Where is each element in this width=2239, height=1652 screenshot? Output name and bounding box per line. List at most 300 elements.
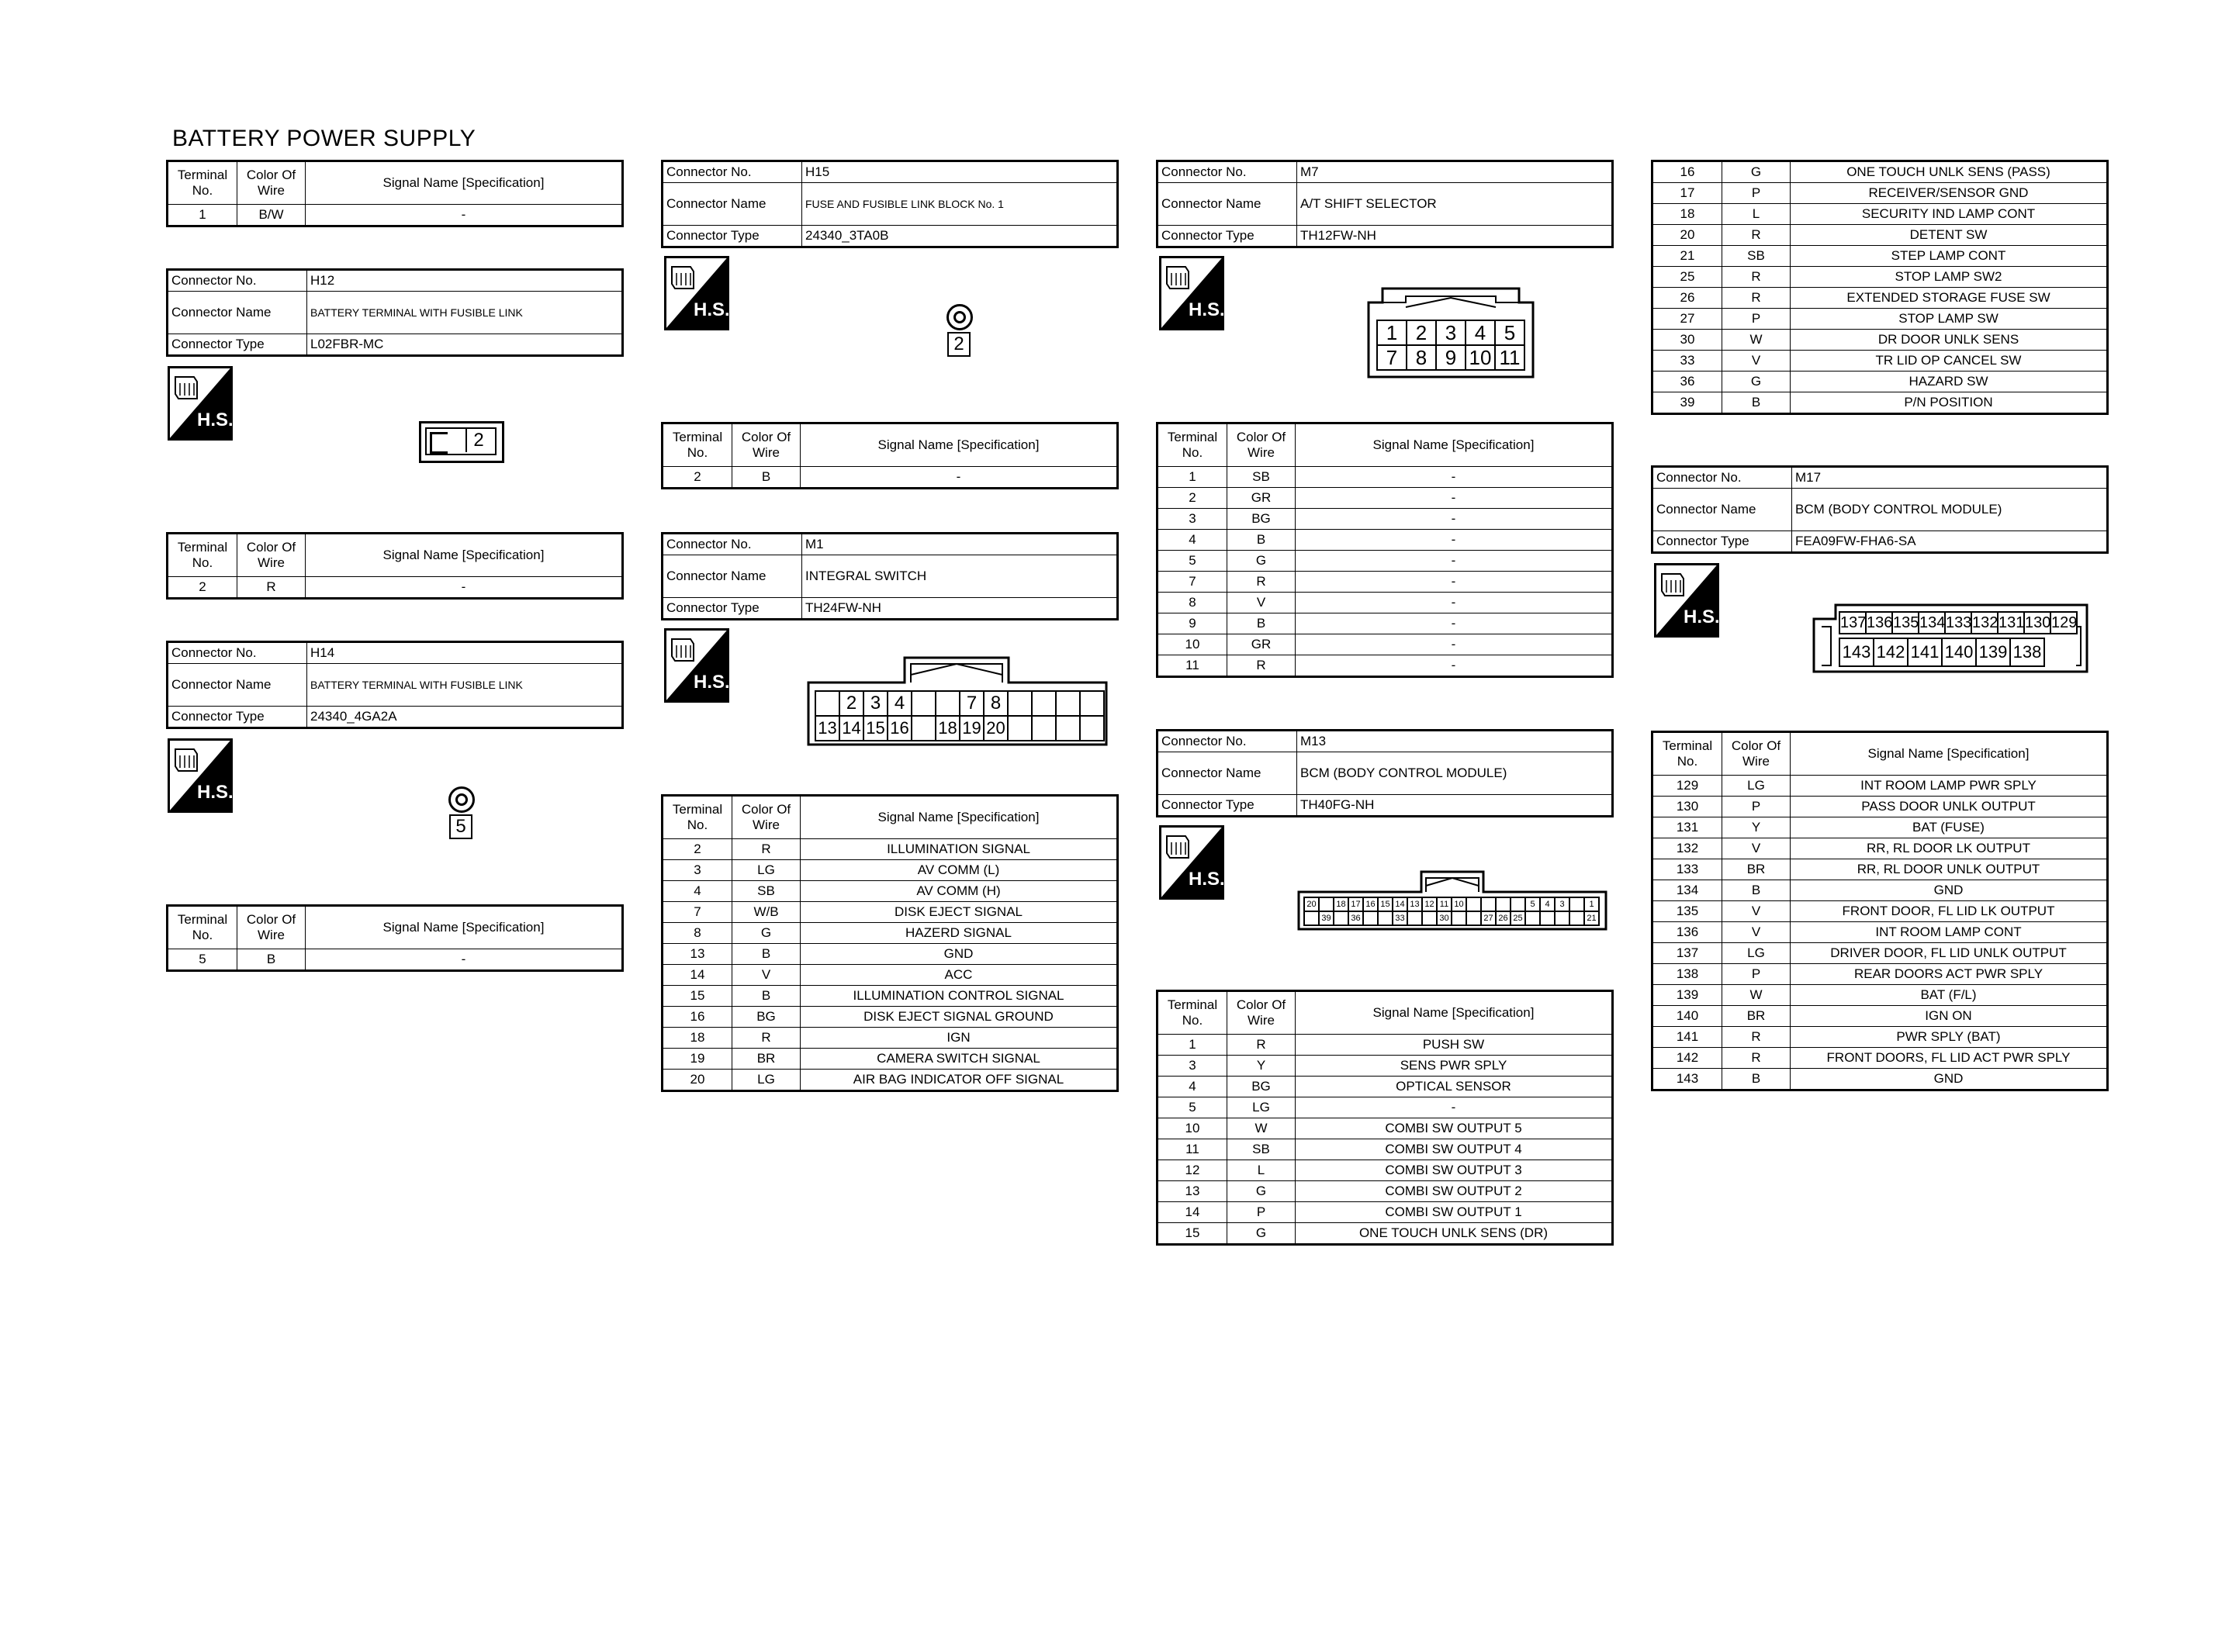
terminal-no-cell: 8 [663, 923, 732, 944]
color-of-wire-header: Color Of Wire [237, 534, 306, 577]
pin-cell [1303, 911, 1320, 926]
pin-cell: 9 [1435, 344, 1466, 371]
terminal-no-cell: 135 [1652, 901, 1722, 922]
terminal-table-m13 [1156, 990, 1614, 1246]
wire-color-cell: R [732, 1028, 801, 1049]
terminal-no-cell: 20 [663, 1070, 732, 1091]
pin-cell [1569, 897, 1585, 912]
connector-info-h12 [166, 268, 624, 357]
connector-number-label: Connector No. [663, 161, 802, 183]
wire-color-cell: R [1227, 572, 1296, 593]
pin-cell [1407, 911, 1423, 926]
wire-color-cell: V [1722, 838, 1791, 859]
signal-name-cell: SENS PWR SPLY [1296, 1056, 1613, 1077]
table-row [1158, 1139, 1613, 1160]
pin-cell: 2 [1406, 320, 1437, 346]
connector-name-label: Connector Name [1158, 183, 1297, 226]
wire-color-cell: G [1722, 372, 1791, 392]
signal-name-cell: ACC [801, 965, 1118, 986]
signal-name-cell: FRONT DOORS, FL LID ACT PWR SPLY [1791, 1048, 2108, 1069]
terminal-no-header: Terminal No. [1652, 732, 1722, 776]
pin-cell: 7 [1376, 344, 1407, 371]
table-row [663, 986, 1118, 1007]
terminal-no-cell: 5 [168, 949, 237, 971]
terminal-no-cell: 132 [1652, 838, 1722, 859]
connector-name-value: BCM (BODY CONTROL MODULE) [1792, 489, 2108, 531]
pin-cell: 3 [863, 690, 888, 717]
connector-face-h15 [945, 302, 976, 360]
table-row [1652, 797, 2108, 817]
wire-color-cell: SB [1227, 1139, 1296, 1160]
table-row [663, 839, 1118, 860]
wire-color-cell: G [1227, 551, 1296, 572]
table-row [1158, 530, 1613, 551]
table-row [168, 205, 623, 226]
terminal-no-header: Terminal No. [168, 534, 237, 577]
terminal-no-cell: 18 [663, 1028, 732, 1049]
terminal-no-cell: 19 [663, 1049, 732, 1070]
wire-color-cell: BR [1722, 859, 1791, 880]
pin-label: 5 [449, 814, 472, 839]
table-row [663, 881, 1118, 902]
hs-harness-icon [168, 366, 233, 441]
terminal-no-cell: 25 [1652, 267, 1722, 288]
pin-cell: 25 [1510, 911, 1526, 926]
hs-harness-icon [1159, 825, 1224, 900]
terminal-no-cell: 9 [1158, 613, 1227, 634]
wire-color-cell: LG [1227, 1097, 1296, 1118]
terminal-table [166, 160, 624, 227]
connector-number-value: H14 [307, 642, 623, 664]
connector-number-value: H15 [802, 161, 1118, 183]
table-row [663, 1007, 1118, 1028]
connector-type-label: Connector Type [168, 707, 307, 728]
connector-number-label: Connector No. [1652, 467, 1792, 489]
signal-name-header: Signal Name [Specification] [1791, 732, 2108, 776]
pin-cell: 13 [1407, 897, 1423, 912]
table-row [1652, 922, 2108, 943]
wire-color-cell: B [1227, 613, 1296, 634]
pin-cell: 20 [1303, 897, 1320, 912]
connector-name-label: Connector Name [1652, 489, 1792, 531]
pin-cell: 26 [1495, 911, 1511, 926]
terminal-no-cell: 14 [663, 965, 732, 986]
pin-cell: 33 [1392, 911, 1408, 926]
table-row [663, 902, 1118, 923]
table-row [1158, 1035, 1613, 1056]
connector-info-m17 [1651, 465, 2109, 554]
signal-name-cell: STOP LAMP SW [1791, 309, 2108, 330]
pin-cell: 2 [839, 690, 864, 717]
wire-color-cell: B [1227, 530, 1296, 551]
pin-cell [1421, 911, 1438, 926]
wire-color-cell: SB [732, 881, 801, 902]
pin-cell [1524, 911, 1541, 926]
pin-cell [1466, 897, 1482, 912]
signal-name-cell: - [1296, 655, 1613, 677]
signal-name-cell: P/N POSITION [1791, 392, 2108, 414]
terminal-no-cell: 5 [1158, 551, 1227, 572]
terminal-no-cell: 39 [1652, 392, 1722, 414]
connector-info-table [661, 160, 1119, 248]
wire-color-cell: W [1227, 1118, 1296, 1139]
wire-color-cell: GR [1227, 634, 1296, 655]
pin-cell: 7 [959, 690, 985, 717]
terminal-table [1156, 990, 1614, 1246]
pin-cell: 39 [1318, 911, 1334, 926]
signal-name-header: Signal Name [Specification] [801, 796, 1118, 839]
signal-name-cell: HAZARD SW [1791, 372, 2108, 392]
connector-type-value: 24340_3TA0B [802, 226, 1118, 247]
table-row [1158, 551, 1613, 572]
terminal-no-header: Terminal No. [168, 161, 237, 205]
hs-label: H.S. [1189, 869, 1225, 890]
signal-name-cell: PUSH SW [1296, 1035, 1613, 1056]
table-row [1158, 1181, 1613, 1202]
table-row [1652, 817, 2108, 838]
wire-color-cell: V [1722, 351, 1791, 372]
pin-cell: 1 [1376, 320, 1407, 346]
table-row [1158, 1160, 1613, 1181]
wire-color-cell: R [1722, 1048, 1791, 1069]
terminal-no-cell: 133 [1652, 859, 1722, 880]
pin-cell: 36 [1348, 911, 1364, 926]
pin-cell [1377, 911, 1393, 926]
signal-name-cell: INT ROOM LAMP PWR SPLY [1791, 776, 2108, 797]
pin-cell: 11 [1436, 897, 1452, 912]
pin-cell [1466, 911, 1482, 926]
terminal-no-cell: 8 [1158, 593, 1227, 613]
terminal-no-cell: 12 [1158, 1160, 1227, 1181]
terminal-no-cell: 20 [1652, 225, 1722, 246]
signal-name-header: Signal Name [Specification] [1296, 423, 1613, 467]
table-row [1652, 183, 2108, 204]
pin-cell: 16 [1362, 897, 1379, 912]
terminal-no-cell: 143 [1652, 1069, 1722, 1090]
signal-name-cell: CAMERA SWITCH SIGNAL [801, 1049, 1118, 1070]
wire-color-cell: L [1227, 1160, 1296, 1181]
signal-name-cell: - [1296, 593, 1613, 613]
signal-name-cell: TR LID OP CANCEL SW [1791, 351, 2108, 372]
signal-name-cell: - [306, 577, 623, 599]
pin-cell [911, 715, 936, 741]
connector-name-value: BATTERY TERMINAL WITH FUSIBLE LINK [307, 292, 623, 334]
terminal-no-cell: 16 [1652, 161, 1722, 183]
wire-color-cell: B [732, 986, 801, 1007]
signal-name-cell: FRONT DOOR, FL LID LK OUTPUT [1791, 901, 2108, 922]
table-row [1652, 1069, 2108, 1090]
hs-label: H.S. [694, 299, 730, 320]
connector-info-m7 [1156, 160, 1614, 248]
wire-color-cell: W [1722, 330, 1791, 351]
wire-color-cell: P [1722, 964, 1791, 985]
signal-name-cell: ONE TOUCH UNLK SENS (DR) [1296, 1223, 1613, 1245]
signal-name-cell: - [1296, 634, 1613, 655]
terminal-no-cell: 1 [1158, 1035, 1227, 1056]
terminal-table [661, 422, 1119, 489]
pin-cell: 131 [1997, 611, 2025, 634]
connector-type-label: Connector Type [168, 334, 307, 356]
wire-color-cell: GR [1227, 488, 1296, 509]
terminal-no-cell: 1 [1158, 467, 1227, 488]
table-row [1652, 246, 2108, 267]
signal-name-cell: IGN ON [1791, 1006, 2108, 1027]
terminal-no-cell: 138 [1652, 964, 1722, 985]
connector-type-value: TH12FW-NH [1297, 226, 1613, 247]
pin-cell [1333, 911, 1349, 926]
wire-color-cell: Y [1722, 817, 1791, 838]
wire-color-cell: W [1722, 985, 1791, 1006]
terminal-table-h15 [661, 422, 1119, 489]
pin-cell: 129 [2050, 611, 2078, 634]
pin-cell: 16 [887, 715, 912, 741]
signal-name-cell: STEP LAMP CONT [1791, 246, 2108, 267]
terminal-table-battery [166, 160, 624, 227]
connector-number-label: Connector No. [1158, 161, 1297, 183]
table-row [168, 949, 623, 971]
terminal-no-cell: 13 [663, 944, 732, 965]
connector-face-m1 [807, 656, 1108, 746]
table-row [1158, 1097, 1613, 1118]
terminal-no-cell: 4 [1158, 530, 1227, 551]
table-row [1158, 1056, 1613, 1077]
hs-label: H.S. [1684, 607, 1720, 627]
color-of-wire-header: Color Of Wire [237, 906, 306, 949]
connector-type-label: Connector Type [1158, 795, 1297, 817]
connector-number-label: Connector No. [1158, 731, 1297, 752]
hs-harness-icon [664, 628, 729, 703]
connector-type-value: TH24FW-NH [802, 598, 1118, 620]
wire-color-cell: P [1227, 1202, 1296, 1223]
terminal-no-cell: 142 [1652, 1048, 1722, 1069]
wire-color-cell: Y [1227, 1056, 1296, 1077]
terminal-no-cell: 129 [1652, 776, 1722, 797]
table-row [663, 860, 1118, 881]
pin-cell: 15 [863, 715, 888, 741]
terminal-no-cell: 7 [1158, 572, 1227, 593]
terminal-no-cell: 13 [1158, 1181, 1227, 1202]
pin-cell: 20 [983, 715, 1009, 741]
pin-cell [911, 690, 936, 717]
signal-name-cell: ONE TOUCH UNLK SENS (PASS) [1791, 161, 2108, 183]
table-row [1158, 613, 1613, 634]
pin-cell: 130 [2023, 611, 2051, 634]
hs-label: H.S. [1189, 299, 1225, 320]
connector-type-label: Connector Type [1652, 531, 1792, 553]
signal-name-cell: GND [801, 944, 1118, 965]
signal-name-cell: DR DOOR UNLK SENS [1791, 330, 2108, 351]
signal-name-cell: COMBI SW OUTPUT 1 [1296, 1202, 1613, 1223]
pin-cell [1031, 715, 1057, 741]
connector-name-label: Connector Name [168, 292, 307, 334]
pin-cell: 139 [1975, 638, 2011, 667]
pin-cell: 3 [1554, 897, 1570, 912]
connector-face-m17 [1812, 603, 2088, 673]
terminal-no-header: Terminal No. [1158, 991, 1227, 1035]
wire-color-cell: G [1722, 161, 1791, 183]
connector-type-label: Connector Type [663, 598, 802, 620]
pin-cell: 136 [1865, 611, 1893, 634]
connector-type-value: 24340_4GA2A [307, 707, 623, 728]
signal-name-cell: IGN [801, 1028, 1118, 1049]
table-row [1652, 309, 2108, 330]
table-row [1652, 392, 2108, 414]
terminal-no-cell: 141 [1652, 1027, 1722, 1048]
pin-cell: 19 [959, 715, 985, 741]
signal-name-cell: OPTICAL SENSOR [1296, 1077, 1613, 1097]
table-row [1652, 776, 2108, 797]
table-row [663, 923, 1118, 944]
color-of-wire-header: Color Of Wire [237, 161, 306, 205]
signal-name-cell: - [1296, 467, 1613, 488]
connector-face-m13 [1297, 869, 1607, 931]
signal-name-cell: - [1296, 530, 1613, 551]
signal-name-cell: - [1296, 551, 1613, 572]
table-row [1652, 204, 2108, 225]
connector-name-value: INTEGRAL SWITCH [802, 555, 1118, 598]
terminal-table-m17 [1651, 731, 2109, 1091]
terminal-no-cell: 2 [663, 839, 732, 860]
pin-cell [1079, 690, 1105, 717]
pin-cell [1362, 911, 1379, 926]
wire-color-cell: R [1227, 1035, 1296, 1056]
wire-color-cell: R [732, 839, 801, 860]
connector-type-value: L02FBR-MC [307, 334, 623, 356]
connector-face-h12 [419, 421, 503, 461]
pin-cell [1031, 690, 1057, 717]
terminal-no-cell: 130 [1652, 797, 1722, 817]
wire-color-cell: BR [1722, 1006, 1791, 1027]
terminal-no-cell: 7 [663, 902, 732, 923]
pin-cell: 132 [1971, 611, 1998, 634]
pin-cell [1495, 897, 1511, 912]
table-row [1652, 267, 2108, 288]
table-row [663, 965, 1118, 986]
pin-cell: 8 [983, 690, 1009, 717]
terminal-no-cell: 21 [1652, 246, 1722, 267]
signal-name-cell: - [1296, 1097, 1613, 1118]
connector-face-m7 [1367, 287, 1535, 378]
pin-cell: 18 [935, 715, 960, 741]
terminal-no-cell: 2 [1158, 488, 1227, 509]
connector-number-value: M7 [1297, 161, 1613, 183]
signal-name-cell: PWR SPLY (BAT) [1791, 1027, 2108, 1048]
wire-color-cell: G [1227, 1181, 1296, 1202]
pin-cell: 140 [1941, 638, 1977, 667]
terminal-table-h14 [166, 904, 624, 972]
signal-name-cell: DRIVER DOOR, FL LID UNLK OUTPUT [1791, 943, 2108, 964]
connector-face-h14 [447, 785, 478, 842]
signal-name-cell: - [1296, 488, 1613, 509]
wire-color-cell: R [237, 577, 306, 599]
terminal-table [1156, 422, 1614, 678]
signal-name-cell: AV COMM (H) [801, 881, 1118, 902]
wire-color-cell: P [1722, 183, 1791, 204]
connector-name-label: Connector Name [663, 555, 802, 598]
signal-name-cell: COMBI SW OUTPUT 3 [1296, 1160, 1613, 1181]
table-row [1652, 330, 2108, 351]
terminal-table [1651, 160, 2109, 415]
terminal-no-cell: 26 [1652, 288, 1722, 309]
terminal-no-header: Terminal No. [168, 906, 237, 949]
signal-name-cell: REAR DOORS ACT PWR SPLY [1791, 964, 2108, 985]
connector-name-label: Connector Name [168, 664, 307, 707]
signal-name-cell: EXTENDED STORAGE FUSE SW [1791, 288, 2108, 309]
signal-name-cell: RR, RL DOOR LK OUTPUT [1791, 838, 2108, 859]
connector-type-label: Connector Type [663, 226, 802, 247]
connector-name-value: BATTERY TERMINAL WITH FUSIBLE LINK [307, 664, 623, 707]
table-row [1652, 880, 2108, 901]
signal-name-cell: AIR BAG INDICATOR OFF SIGNAL [801, 1070, 1118, 1091]
terminal-no-cell: 15 [663, 986, 732, 1007]
pin-label: 2 [947, 332, 971, 357]
wire-color-cell: B/W [237, 205, 306, 226]
color-of-wire-header: Color Of Wire [1227, 423, 1296, 467]
pin-cell: 4 [887, 690, 912, 717]
pin-cell [1510, 897, 1526, 912]
table-row [1158, 488, 1613, 509]
connector-number-value: M1 [802, 534, 1118, 555]
connector-info-table [1156, 729, 1614, 817]
wire-color-cell: LG [1722, 776, 1791, 797]
wire-color-cell: G [732, 923, 801, 944]
signal-name-cell: DETENT SW [1791, 225, 2108, 246]
table-row [663, 944, 1118, 965]
wire-color-cell: SB [1227, 467, 1296, 488]
signal-name-cell: - [306, 949, 623, 971]
table-row [1652, 943, 2108, 964]
wire-color-cell: BG [1227, 1077, 1296, 1097]
wire-color-cell: LG [732, 860, 801, 881]
pin-cell [1539, 911, 1556, 926]
signal-name-cell: RR, RL DOOR UNLK OUTPUT [1791, 859, 2108, 880]
connector-info-m1 [661, 532, 1119, 620]
hs-label: H.S. [197, 782, 234, 803]
wire-color-cell: SB [1722, 246, 1791, 267]
terminal-table-m7 [1156, 422, 1614, 678]
table-row [663, 1070, 1118, 1091]
terminal-no-cell: 30 [1652, 330, 1722, 351]
table-row [168, 577, 623, 599]
page-title: BATTERY POWER SUPPLY [172, 126, 476, 151]
table-row [1158, 509, 1613, 530]
connector-info-table [166, 268, 624, 357]
hs-label: H.S. [197, 410, 234, 430]
pin-label: 2 [465, 429, 490, 452]
wire-color-cell: B [1722, 1069, 1791, 1090]
signal-name-header: Signal Name [Specification] [801, 423, 1118, 467]
terminal-table [661, 794, 1119, 1092]
connector-number-value: H12 [307, 270, 623, 292]
pin-cell: 11 [1494, 344, 1525, 371]
table-row [663, 1028, 1118, 1049]
color-of-wire-header: Color Of Wire [732, 423, 801, 467]
terminal-table [1651, 731, 2109, 1091]
pin-cell: 137 [1839, 611, 1867, 634]
wire-color-cell: W/B [732, 902, 801, 923]
wire-color-cell: LG [732, 1070, 801, 1091]
table-row [1652, 1006, 2108, 1027]
terminal-no-cell: 36 [1652, 372, 1722, 392]
table-row [1158, 1077, 1613, 1097]
connector-type-value: TH40FG-NH [1297, 795, 1613, 817]
pin-cell: 5 [1524, 897, 1541, 912]
terminal-no-cell: 140 [1652, 1006, 1722, 1027]
connector-info-table [1651, 465, 2109, 554]
terminal-no-cell: 3 [1158, 509, 1227, 530]
terminal-table-m13-continued [1651, 160, 2109, 415]
table-row [1158, 655, 1613, 677]
